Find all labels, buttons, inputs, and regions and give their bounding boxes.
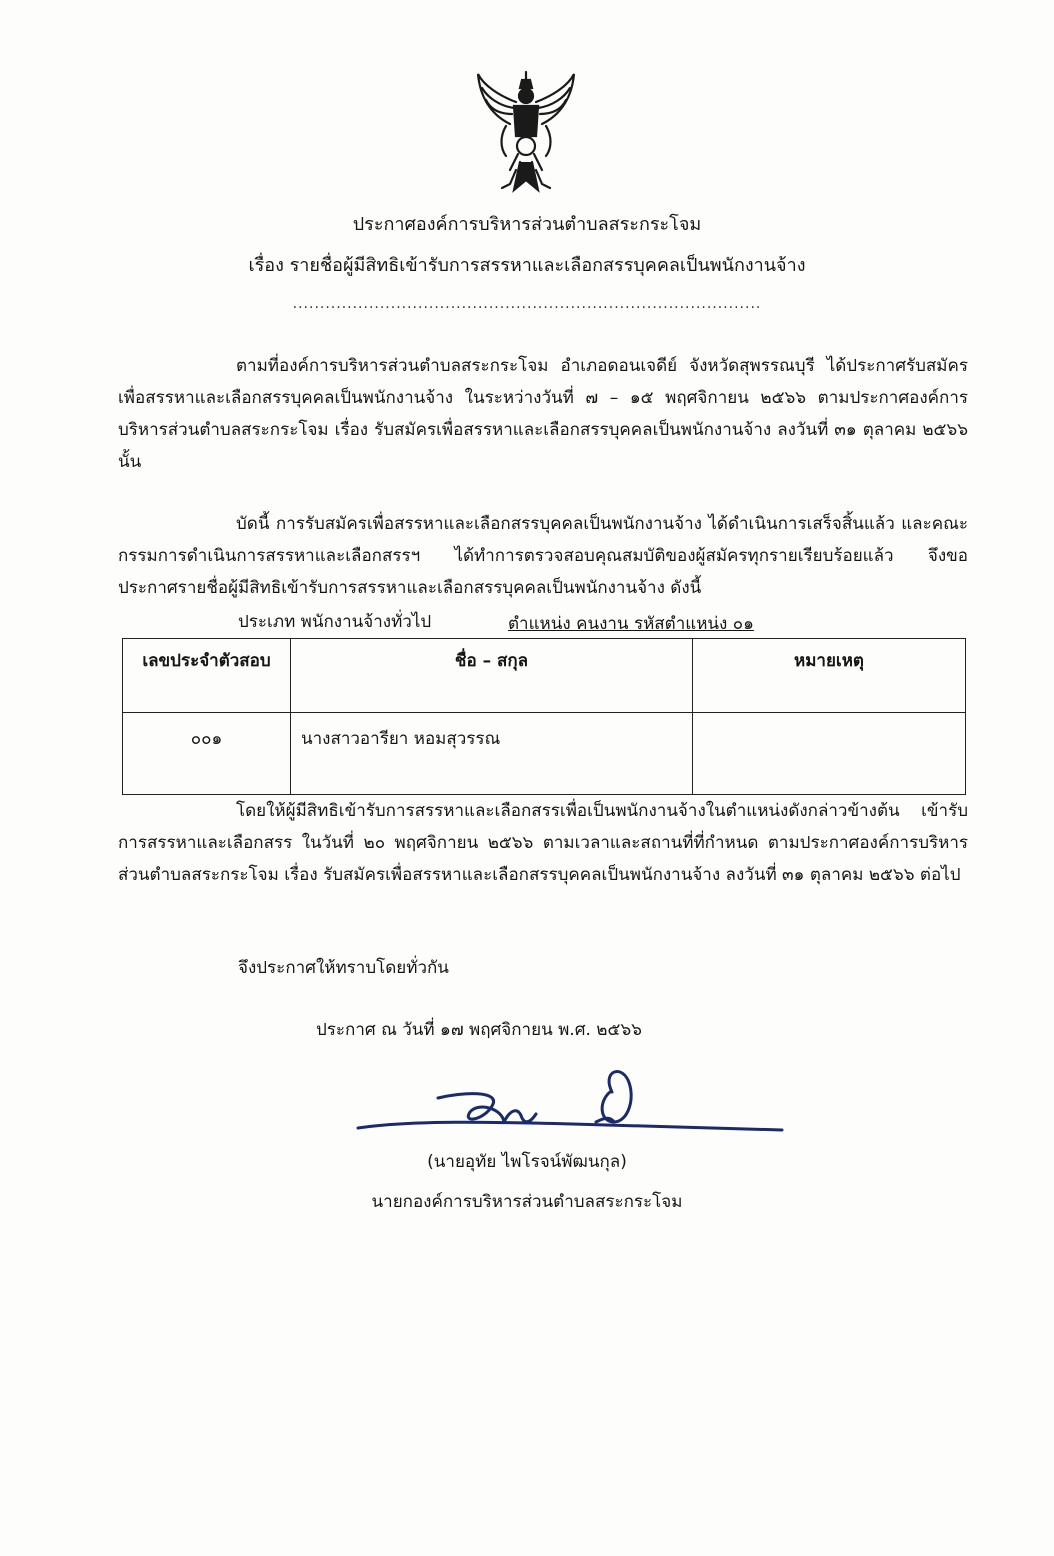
closing-statement: จึงประกาศให้ทราบโดยทั่วกัน [238,958,449,978]
announcement-date: ประกาศ ณ วันที่ ๑๗ พฤศจิกายน พ.ศ. ๒๕๖๖ [316,1020,642,1040]
announcement-title: ประกาศองค์การบริหารส่วนตำบลสระกระโจม [352,214,702,235]
candidate-table [122,638,966,795]
paragraph-instructions: โดยให้ผู้มีสิทธิเข้ารับการสรรหาและเลือกสรรเพื่อเป็นพนักงานจ้างในตำแหน่งดังกล่าวข้างต้น เข้ารับการสรรหาและเลือกสรร ในวันที่ ๒๐ พฤศจิกายน ๒๕๖๖ ตามเวลาและสถานที่ที่กำหนด ตามประกาศองค์การบริหารส่วนตำบลสระกระโจม เรื่อง รับสมัครเพื่อสรรหาและเลือกสรรบุคคลเป็นพนักงานจ้าง ลงวันที่ ๓๑ ตุลาคม ๒๕๖๖ ต่อไป [118,801,968,885]
announcement-subject: เรื่อง รายชื่อผู้มีสิทธิเข้ารับการสรรหาและเลือกสรรบุคคลเป็นพนักงานจ้าง [248,255,806,276]
employee-category: ประเภท พนักงานจ้างทั่วไป [238,612,432,632]
column-header-name: ชื่อ – สกุล [291,639,693,713]
column-header-remarks: หมายเหตุ [693,639,966,713]
handwritten-signature [352,1062,788,1142]
column-header-exam-id: เลขประจำตัวสอบ [123,639,291,713]
cell-remarks [693,713,966,795]
paragraph-status: บัดนี้ การรับสมัครเพื่อสรรหาและเลือกสรรบุคคลเป็นพนักงานจ้าง ได้ดำเนินการเสร็จสิ้นแล้ว และคณะกรรมการดำเนินการสรรหาและเลือกสรรฯ ได้ทำการตรวจสอบคุณสมบัติของผู้สมัครทุกรายเรียบร้อยแล้ว จึงขอประกาศรายชื่อผู้มีสิทธิเข้ารับการสรรหาและเลือกสรรบุคคลเป็นพนักงานจ้าง ดังนี้ [118,514,968,598]
paragraph-background: ตามที่องค์การบริหารส่วนตำบลสระกระโจม อำเภอดอนเจดีย์ จังหวัดสุพรรณบุรี ได้ประกาศรับสมัครเพื่อสรรหาและเลือกสรรบุคคลเป็นพนักงานจ้าง ในระหว่างวันที่ ๗ – ๑๕ พฤศจิกายน ๒๕๖๖ ตามประกาศองค์การบริหารส่วนตำบลสระกระโจม เรื่อง รับสมัครเพื่อสรรหาและเลือกสรรบุคคลเป็นพนักงานจ้าง ลงวันที่ ๓๑ ตุลาคม ๒๕๖๖ นั้น [118,356,968,472]
signer-name: (นายอุทัย ไพโรจน์พัฒนกุล) [427,1152,627,1172]
table-header-row [123,639,966,713]
garuda-emblem-icon [470,66,582,196]
signer-title: นายกองค์การบริหารส่วนตำบลสระกระโจม [371,1192,683,1212]
position-label: ตำแหน่ง คนงาน รหัสตำแหน่ง ๐๑ [508,614,754,634]
cell-exam-id: ๐๐๑ [123,713,291,795]
table-row [123,713,966,795]
cell-name: นางสาวอารียา หอมสุวรรณ [291,713,693,795]
title-divider: ...................................................................................... [292,296,762,312]
